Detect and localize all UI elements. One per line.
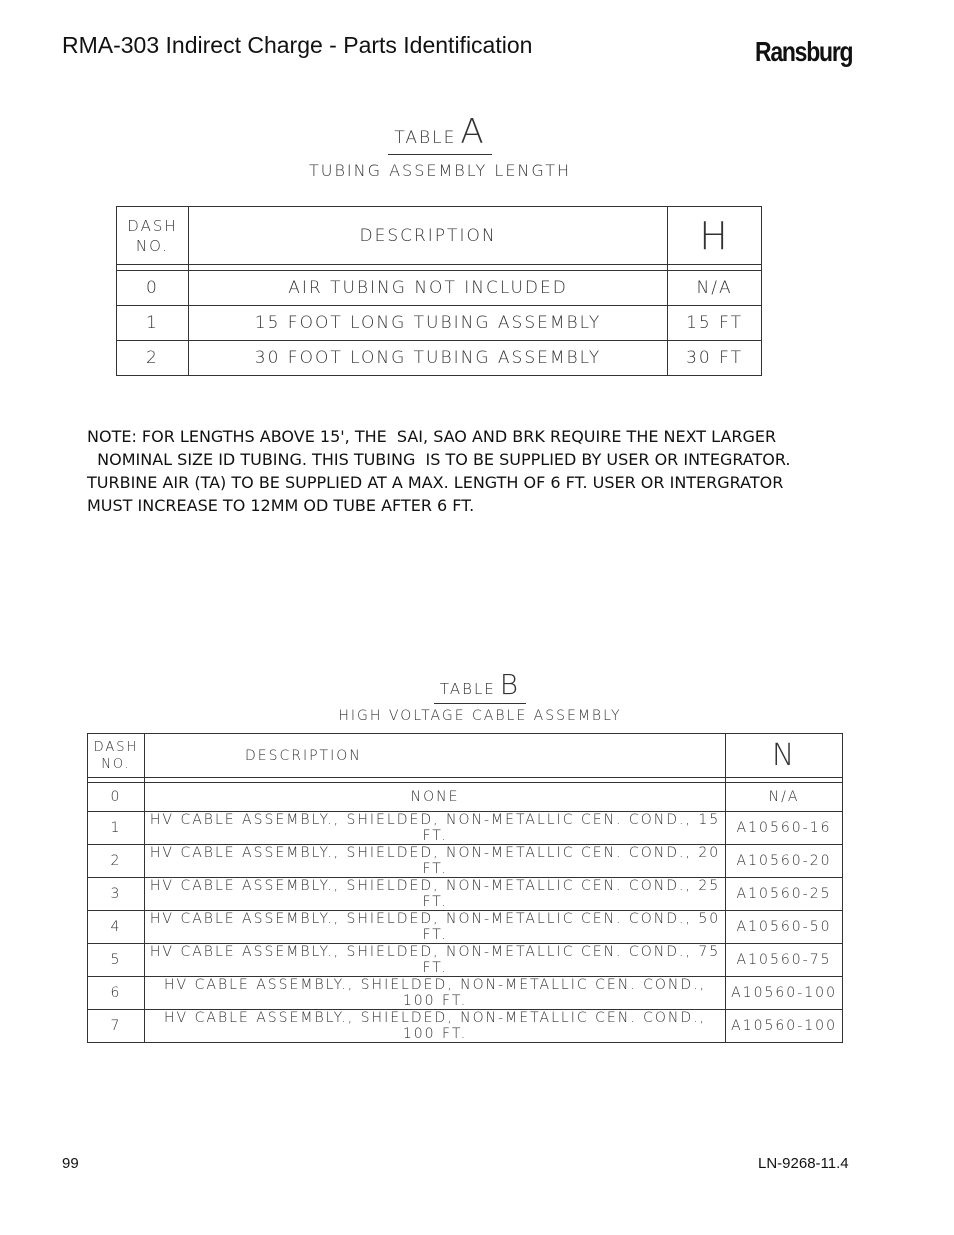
table-row [88, 783, 843, 812]
dash-cell: 0 [88, 783, 145, 812]
value-cell: N/A [726, 783, 843, 812]
description-cell: 15 FOOT LONG TUBING ASSEMBLY [188, 306, 667, 341]
document-number: LN-9268-11.4 [758, 1155, 849, 1172]
note-line: NOMINAL SIZE ID TUBING. THIS TUBING IS TO BE SUPPLIED BY USER OR INTEGRATOR. [87, 450, 791, 469]
value-cell: A10560-50 [726, 911, 843, 944]
table-row [117, 306, 762, 341]
value-cell: 15 FT [668, 306, 762, 341]
value-cell: A10560-16 [726, 812, 843, 845]
description-cell: HV CABLE ASSEMBLY., SHIELDED, NON-METALLIC CEN. COND., 15 FT. [144, 812, 725, 845]
table-row [88, 911, 843, 944]
dash-no-header: DASH NO. [117, 207, 189, 265]
tubing-note [87, 425, 887, 517]
note-line: TURBINE AIR (TA) TO BE SUPPLIED AT A MAX. LENGTH OF 6 FT. USER OR INTERGRATOR [87, 473, 784, 492]
value-cell: A10560-25 [726, 878, 843, 911]
value-cell: A10560-100 [726, 977, 843, 1010]
description-cell: HV CABLE ASSEMBLY., SHIELDED, NON-METALLIC CEN. COND., 20 FT. [144, 845, 725, 878]
description-cell: HV CABLE ASSEMBLY., SHIELDED, NON-METALLIC CEN. COND., 50 FT. [144, 911, 725, 944]
table-row [88, 878, 843, 911]
value-cell: A10560-75 [726, 944, 843, 977]
description-cell: HV CABLE ASSEMBLY., SHIELDED, NON-METALLIC CEN. COND., 100 FT. [144, 1010, 725, 1043]
value-header: N [726, 734, 843, 778]
description-cell: HV CABLE ASSEMBLY., SHIELDED, NON-METALLIC CEN. COND., 25 FT. [144, 878, 725, 911]
description-header: DESCRIPTION [188, 207, 667, 265]
note-line: NOTE: FOR LENGTHS ABOVE 15', THE SAI, SAO AND BRK REQUIRE THE NEXT LARGER [87, 427, 777, 446]
table-a [116, 206, 762, 376]
table-row [88, 977, 843, 1010]
table-b [87, 733, 843, 1043]
table-b-letter: B [499, 668, 521, 701]
note-line: MUST INCREASE TO 12MM OD TUBE AFTER 6 FT. [87, 496, 475, 515]
page-title: RMA-303 Indirect Charge - Parts Identification [62, 32, 533, 58]
table-row [88, 845, 843, 878]
table-b-label: TABLE B [434, 668, 526, 704]
value-cell: A10560-20 [726, 845, 843, 878]
brand-logo: Ransburg [755, 36, 853, 67]
dash-cell: 1 [117, 306, 189, 341]
table-a-subtitle: TUBING ASSEMBLY LENGTH [308, 161, 572, 180]
dash-cell: 4 [88, 911, 145, 944]
dash-no-header: DASH NO. [88, 734, 145, 778]
value-header: H [668, 207, 762, 265]
table-b-header-row [88, 734, 843, 778]
table-a-letter: A [460, 112, 486, 152]
table-row [117, 341, 762, 376]
value-cell: N/A [668, 271, 762, 306]
table-b-subtitle: HIGH VOLTAGE CABLE ASSEMBLY [338, 708, 622, 724]
table-row [88, 812, 843, 845]
table-a-label: TABLE A [388, 112, 491, 155]
dash-cell: 3 [88, 878, 145, 911]
dash-cell: 0 [117, 271, 189, 306]
table-a-header-row [117, 207, 762, 265]
dash-cell: 1 [88, 812, 145, 845]
dash-cell: 5 [88, 944, 145, 977]
description-cell: HV CABLE ASSEMBLY., SHIELDED, NON-METALLIC CEN. COND., 75 FT. [144, 944, 725, 977]
description-cell: HV CABLE ASSEMBLY., SHIELDED, NON-METALLIC CEN. COND., 100 FT. [144, 977, 725, 1010]
table-row [88, 944, 843, 977]
table-b-heading [330, 668, 630, 724]
description-header: DESCRIPTION [144, 734, 725, 778]
table-a-heading [290, 112, 590, 180]
page-number: 99 [62, 1155, 79, 1172]
dash-cell: 2 [117, 341, 189, 376]
description-cell: AIR TUBING NOT INCLUDED [188, 271, 667, 306]
table-row [88, 1010, 843, 1043]
value-cell: A10560-100 [726, 1010, 843, 1043]
dash-cell: 2 [88, 845, 145, 878]
value-cell: 30 FT [668, 341, 762, 376]
description-cell: NONE [144, 783, 725, 812]
dash-cell: 6 [88, 977, 145, 1010]
table-row [117, 271, 762, 306]
description-cell: 30 FOOT LONG TUBING ASSEMBLY [188, 341, 667, 376]
dash-cell: 7 [88, 1010, 145, 1043]
